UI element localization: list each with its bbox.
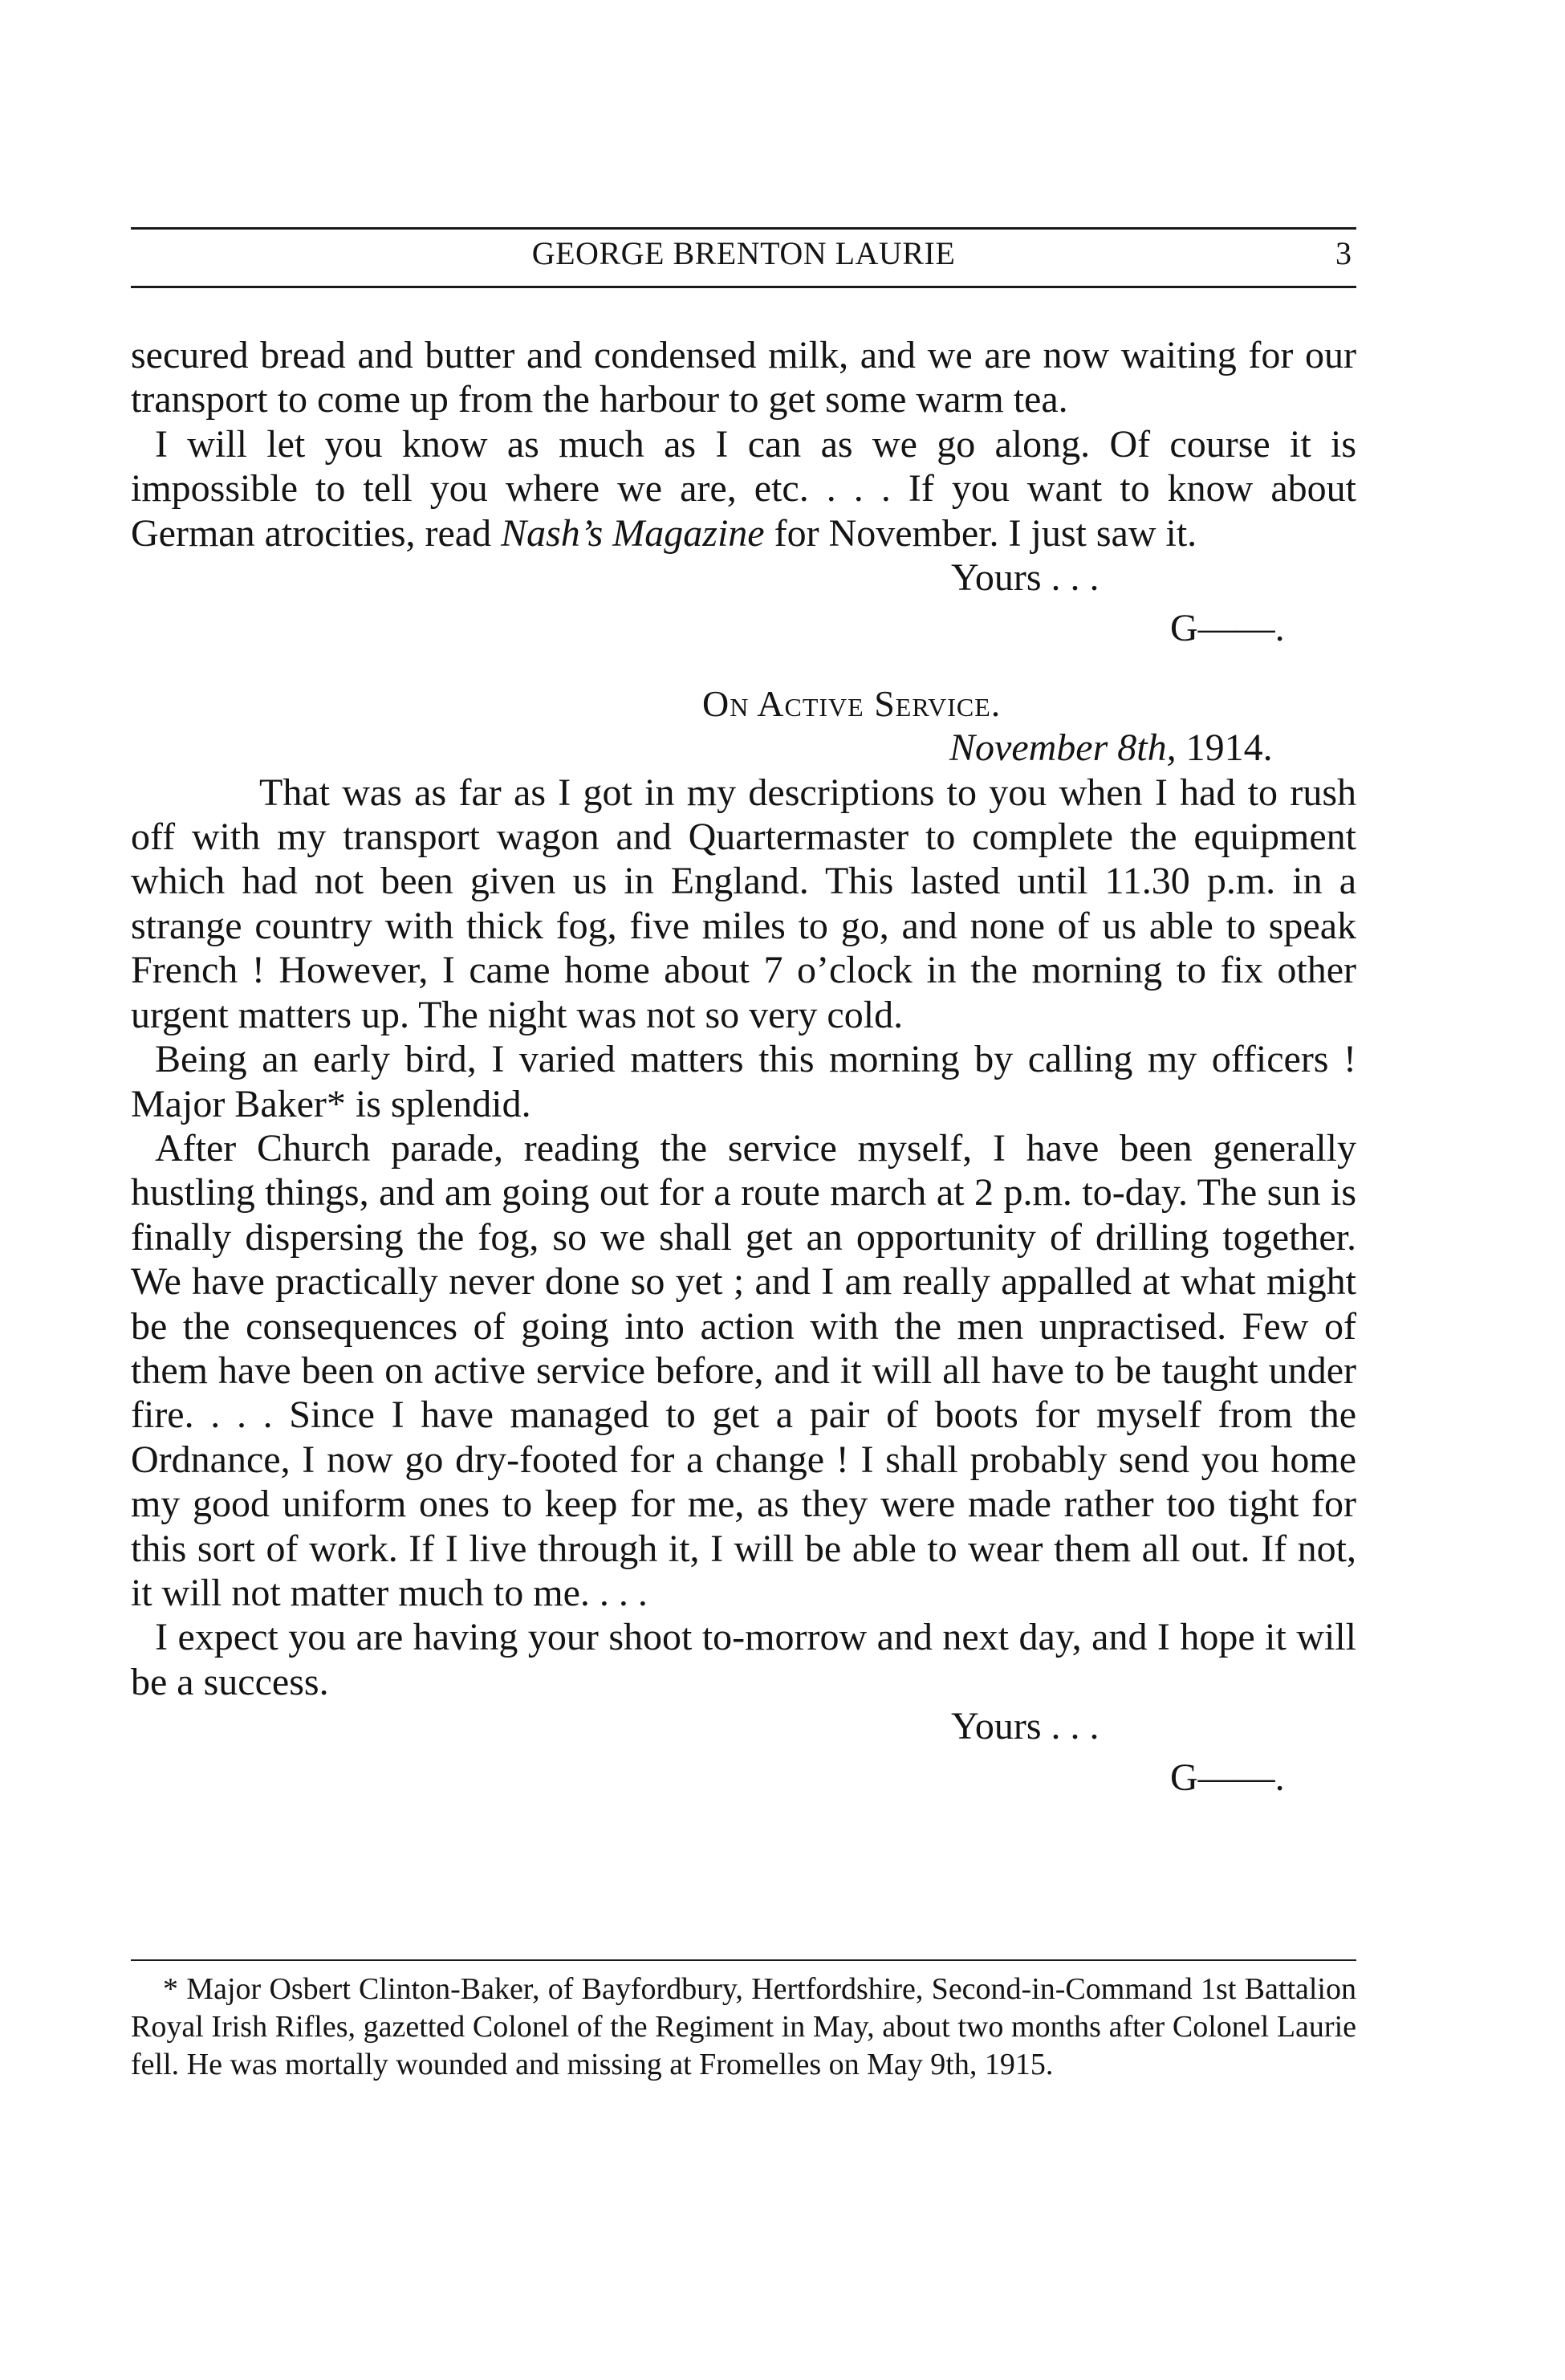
header-bottom-rule <box>131 286 1356 288</box>
dateline-year: 1914. <box>1185 726 1273 770</box>
letter1-paragraph-1: secured bread and butter and condensed milk, and we are now waiting for our transport to come up from the harbour to get some warm tea. <box>131 334 1356 421</box>
letter2-paragraph-3: After Church parade, reading the service myself, I have been generally hustling things, and am going out for a route march at 2 p.m. to-day. The sun is finally dispersing the fog, so we shall get an opportunity of drilling together. We have practically never done so yet ; and I am really appalled at what might be the consequences of going into action with the men unpractised. Few of them have been on active service before, and it will all have to be taught under fire. . . . Since I have managed to get a pair of boots for myself from the Ordnance, I now go dry-footed for a change ! I shall probably send you home my good uniform ones to keep for me, as they were made rather too tight for this sort of work. If I live through it, I will be able to wear them all out. If not, it will not matter much to me. . . . <box>131 1126 1356 1614</box>
letter1-signature: G——. <box>1170 607 1285 650</box>
letter1-paragraph-2-end: for November. I just saw it. <box>764 511 1197 555</box>
letter2-signature: G——. <box>1170 1756 1285 1799</box>
dateline-date <box>131 726 1356 770</box>
letter1-paragraph-2-text: I will let you know as much as I can as we go along. Of course it is impossible to tell you where we are, etc. . . . If you want to know about German atrocities, read <box>131 422 1356 555</box>
dateline-place <box>131 681 1356 726</box>
letter1-paragraph-2 <box>131 422 1356 555</box>
letter2-paragraph-4: I expect you are having your shoot to-morrow and next day, and I hope it will be a success. <box>131 1616 1356 1703</box>
letter2-paragraph-2: Being an early bird, I varied matters this morning by calling my officers ! Major Baker* is splendid. <box>131 1038 1356 1125</box>
letter2-yours: Yours . . . <box>951 1705 1100 1748</box>
magazine-title: Nash’s Magazine <box>501 511 765 555</box>
page-header <box>131 234 1356 279</box>
running-title: GEORGE BRENTON LAURIE <box>531 235 956 271</box>
footnote-rule <box>131 1959 1356 1961</box>
footnote <box>131 1971 1356 2084</box>
header-top-rule <box>131 227 1356 230</box>
letter2-paragraph-1: That was as far as I got in my descriptions to you when I had to rush off with my transport wagon and Quartermaster to complete the equipment which had not been given us in England. This lasted until 11.30 p.m. in a strange country with thick fog, five miles to go, and none of us able to speak French ! However, I came home about 7 o’clock in the morning to fix other urgent matters up. The night was not so very cold. <box>131 771 1356 1036</box>
page-body <box>131 333 1356 1800</box>
footnote-text: * Major Osbert Clinton-Baker, of Bayfordbury, Hertfordshire, Second-in-Command 1st Battalion Royal Irish Rifles, gazetted Colonel of the Regiment in May, about two months after Colonel Laurie fell. He was mortally wounded and missing at Fromelles on May 9th, 1915. <box>131 1972 1356 2081</box>
letter1-yours: Yours . . . <box>951 556 1100 600</box>
dateline-place-text: On Active Service. <box>702 682 1002 724</box>
dateline-month: November 8th, <box>949 726 1177 770</box>
page-number: 3 <box>1335 235 1352 271</box>
